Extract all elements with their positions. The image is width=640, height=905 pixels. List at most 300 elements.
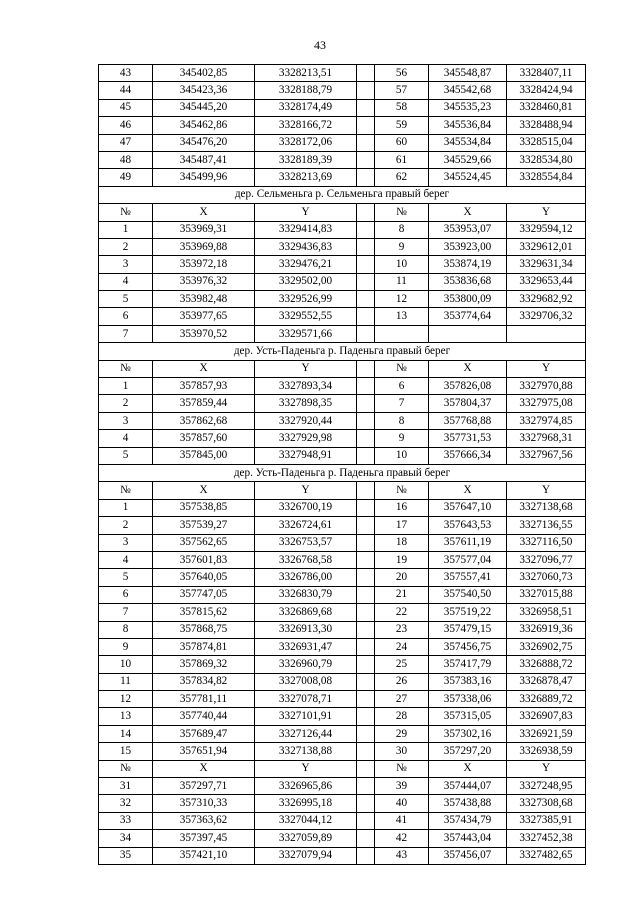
point-number: 43 bbox=[375, 847, 429, 864]
point-number: 25 bbox=[375, 656, 429, 673]
column-gap bbox=[357, 499, 375, 516]
y-coordinate: 3326753,57 bbox=[255, 534, 357, 551]
table-row bbox=[99, 273, 586, 290]
y-coordinate: 3327008,08 bbox=[255, 673, 357, 690]
x-coordinate: 357577,04 bbox=[429, 551, 507, 568]
column-header-row bbox=[99, 204, 586, 221]
column-gap bbox=[357, 656, 375, 673]
x-coordinate: 357557,41 bbox=[429, 569, 507, 586]
table-row bbox=[99, 673, 586, 690]
x-coordinate: 357747,05 bbox=[153, 586, 255, 603]
x-coordinate: 357640,05 bbox=[153, 569, 255, 586]
x-coordinate: 357869,32 bbox=[153, 656, 255, 673]
point-number: 58 bbox=[375, 99, 429, 116]
column-gap bbox=[357, 778, 375, 795]
point-number: 20 bbox=[375, 569, 429, 586]
coordinates-table-body bbox=[99, 65, 586, 865]
header-x-left: X bbox=[153, 204, 255, 221]
x-coordinate: 357444,07 bbox=[429, 778, 507, 795]
point-number: 11 bbox=[99, 673, 153, 690]
y-coordinate: 3329414,83 bbox=[255, 221, 357, 238]
section-title: дер. Усть-Паденьга р. Паденьга правый берег bbox=[99, 464, 586, 481]
y-coordinate: 3327898,35 bbox=[255, 395, 357, 412]
point-number bbox=[375, 325, 429, 342]
header-y-left: Y bbox=[255, 204, 357, 221]
table-row bbox=[99, 291, 586, 308]
y-coordinate: 3327385,91 bbox=[507, 812, 586, 829]
y-coordinate: 3326786,00 bbox=[255, 569, 357, 586]
point-number: 57 bbox=[375, 82, 429, 99]
point-number: 6 bbox=[375, 378, 429, 395]
x-coordinate: 345462,86 bbox=[153, 117, 255, 134]
column-gap bbox=[357, 430, 375, 447]
header-number-left: № bbox=[99, 360, 153, 377]
x-coordinate bbox=[429, 325, 507, 342]
x-coordinate: 357874,81 bbox=[153, 638, 255, 655]
column-gap bbox=[357, 151, 375, 168]
x-coordinate: 357479,15 bbox=[429, 621, 507, 638]
y-coordinate: 3329571,66 bbox=[255, 325, 357, 342]
column-header-row bbox=[99, 760, 586, 777]
x-coordinate: 345524,45 bbox=[429, 169, 507, 186]
table-row bbox=[99, 795, 586, 812]
y-coordinate: 3327893,34 bbox=[255, 378, 357, 395]
column-gap bbox=[357, 308, 375, 325]
point-number: 1 bbox=[99, 499, 153, 516]
column-gap bbox=[357, 586, 375, 603]
x-coordinate: 345499,96 bbox=[153, 169, 255, 186]
point-number: 2 bbox=[99, 395, 153, 412]
x-coordinate: 353923,00 bbox=[429, 238, 507, 255]
y-coordinate: 3329682,92 bbox=[507, 291, 586, 308]
header-x-left: X bbox=[153, 482, 255, 499]
point-number: 29 bbox=[375, 725, 429, 742]
table-row bbox=[99, 412, 586, 429]
point-number: 3 bbox=[99, 534, 153, 551]
table-row bbox=[99, 517, 586, 534]
column-gap bbox=[357, 169, 375, 186]
point-number: 42 bbox=[375, 830, 429, 847]
x-coordinate: 357731,53 bbox=[429, 430, 507, 447]
y-coordinate: 3327975,08 bbox=[507, 395, 586, 412]
x-coordinate: 357421,10 bbox=[153, 847, 255, 864]
y-coordinate: 3326995,18 bbox=[255, 795, 357, 812]
x-coordinate: 357297,71 bbox=[153, 778, 255, 795]
column-gap bbox=[357, 238, 375, 255]
column-gap bbox=[357, 273, 375, 290]
table-row bbox=[99, 308, 586, 325]
y-coordinate: 3327968,31 bbox=[507, 430, 586, 447]
y-coordinate: 3328213,69 bbox=[255, 169, 357, 186]
x-coordinate: 357781,11 bbox=[153, 691, 255, 708]
x-coordinate: 357601,83 bbox=[153, 551, 255, 568]
table-row bbox=[99, 586, 586, 603]
x-coordinate: 357845,00 bbox=[153, 447, 255, 464]
y-coordinate: 3329476,21 bbox=[255, 256, 357, 273]
x-coordinate: 357540,50 bbox=[429, 586, 507, 603]
column-gap bbox=[357, 708, 375, 725]
table-row bbox=[99, 656, 586, 673]
header-x-left: X bbox=[153, 760, 255, 777]
table-row bbox=[99, 725, 586, 742]
y-coordinate: 3327015,88 bbox=[507, 586, 586, 603]
column-gap bbox=[357, 569, 375, 586]
point-number: 46 bbox=[99, 117, 153, 134]
y-coordinate: 3327138,68 bbox=[507, 499, 586, 516]
x-coordinate: 357417,79 bbox=[429, 656, 507, 673]
column-gap bbox=[357, 82, 375, 99]
x-coordinate: 357740,44 bbox=[153, 708, 255, 725]
x-coordinate: 345529,66 bbox=[429, 151, 507, 168]
column-gap bbox=[357, 412, 375, 429]
x-coordinate: 357868,75 bbox=[153, 621, 255, 638]
point-number: 32 bbox=[99, 795, 153, 812]
x-coordinate: 357383,16 bbox=[429, 673, 507, 690]
y-coordinate: 3328188,79 bbox=[255, 82, 357, 99]
column-gap bbox=[357, 847, 375, 864]
point-number: 43 bbox=[99, 65, 153, 82]
y-coordinate: 3329502,00 bbox=[255, 273, 357, 290]
x-coordinate: 353836,68 bbox=[429, 273, 507, 290]
y-coordinate: 3326700,19 bbox=[255, 499, 357, 516]
point-number: 49 bbox=[99, 169, 153, 186]
table-row bbox=[99, 99, 586, 116]
y-coordinate: 3328166,72 bbox=[255, 117, 357, 134]
x-coordinate: 345548,87 bbox=[429, 65, 507, 82]
column-header-row bbox=[99, 482, 586, 499]
y-coordinate: 3326878,47 bbox=[507, 673, 586, 690]
x-coordinate: 353800,09 bbox=[429, 291, 507, 308]
x-coordinate: 357438,88 bbox=[429, 795, 507, 812]
point-number: 41 bbox=[375, 812, 429, 829]
x-coordinate: 357826,08 bbox=[429, 378, 507, 395]
point-number: 27 bbox=[375, 691, 429, 708]
x-coordinate: 357689,47 bbox=[153, 725, 255, 742]
header-x-right: X bbox=[429, 360, 507, 377]
column-gap bbox=[357, 99, 375, 116]
y-coordinate: 3327248,95 bbox=[507, 778, 586, 795]
column-gap bbox=[357, 534, 375, 551]
x-coordinate: 345423,36 bbox=[153, 82, 255, 99]
y-coordinate: 3326965,86 bbox=[255, 778, 357, 795]
x-coordinate: 357666,34 bbox=[429, 447, 507, 464]
y-coordinate: 3328172,06 bbox=[255, 134, 357, 151]
header-number-right: № bbox=[375, 204, 429, 221]
point-number: 62 bbox=[375, 169, 429, 186]
x-coordinate: 357859,44 bbox=[153, 395, 255, 412]
point-number: 5 bbox=[99, 291, 153, 308]
table-row bbox=[99, 743, 586, 760]
y-coordinate: 3327482,65 bbox=[507, 847, 586, 864]
y-coordinate: 3329706,32 bbox=[507, 308, 586, 325]
point-number: 48 bbox=[99, 151, 153, 168]
table-row bbox=[99, 151, 586, 168]
y-coordinate: 3329631,34 bbox=[507, 256, 586, 273]
header-y-right: Y bbox=[507, 482, 586, 499]
column-gap bbox=[357, 830, 375, 847]
x-coordinate: 345402,85 bbox=[153, 65, 255, 82]
header-number-right: № bbox=[375, 760, 429, 777]
column-gap bbox=[357, 117, 375, 134]
point-number: 1 bbox=[99, 221, 153, 238]
x-coordinate: 357862,68 bbox=[153, 412, 255, 429]
x-coordinate: 353969,88 bbox=[153, 238, 255, 255]
point-number: 30 bbox=[375, 743, 429, 760]
point-number: 8 bbox=[375, 412, 429, 429]
y-coordinate: 3326921,59 bbox=[507, 725, 586, 742]
table-row bbox=[99, 708, 586, 725]
table-row bbox=[99, 847, 586, 864]
x-coordinate: 357434,79 bbox=[429, 812, 507, 829]
y-coordinate: 3328407,11 bbox=[507, 65, 586, 82]
y-coordinate: 3328213,51 bbox=[255, 65, 357, 82]
x-coordinate: 353874,19 bbox=[429, 256, 507, 273]
y-coordinate: 3327096,77 bbox=[507, 551, 586, 568]
y-coordinate: 3329526,99 bbox=[255, 291, 357, 308]
y-coordinate: 3327138,88 bbox=[255, 743, 357, 760]
x-coordinate: 357315,05 bbox=[429, 708, 507, 725]
point-number: 11 bbox=[375, 273, 429, 290]
point-number: 9 bbox=[99, 638, 153, 655]
column-gap bbox=[357, 134, 375, 151]
y-coordinate: 3327967,56 bbox=[507, 447, 586, 464]
x-coordinate: 357310,33 bbox=[153, 795, 255, 812]
point-number: 4 bbox=[99, 551, 153, 568]
x-coordinate: 353774,64 bbox=[429, 308, 507, 325]
y-coordinate: 3327452,38 bbox=[507, 830, 586, 847]
y-coordinate: 3327078,71 bbox=[255, 691, 357, 708]
point-number: 9 bbox=[375, 430, 429, 447]
point-number: 13 bbox=[375, 308, 429, 325]
y-coordinate: 3326938,59 bbox=[507, 743, 586, 760]
page-number: 43 bbox=[314, 38, 326, 52]
y-coordinate: 3328189,39 bbox=[255, 151, 357, 168]
x-coordinate: 353977,65 bbox=[153, 308, 255, 325]
x-coordinate: 353970,52 bbox=[153, 325, 255, 342]
y-coordinate: 3329653,44 bbox=[507, 273, 586, 290]
x-coordinate: 345536,84 bbox=[429, 117, 507, 134]
point-number: 45 bbox=[99, 99, 153, 116]
point-number: 6 bbox=[99, 586, 153, 603]
y-coordinate: 3326919,36 bbox=[507, 621, 586, 638]
column-gap bbox=[357, 621, 375, 638]
column-gap bbox=[357, 256, 375, 273]
y-coordinate: 3328424,94 bbox=[507, 82, 586, 99]
x-coordinate: 357519,22 bbox=[429, 604, 507, 621]
point-number: 26 bbox=[375, 673, 429, 690]
x-coordinate: 353982,48 bbox=[153, 291, 255, 308]
y-coordinate: 3326902,75 bbox=[507, 638, 586, 655]
table-row bbox=[99, 569, 586, 586]
header-number-left: № bbox=[99, 760, 153, 777]
table-row bbox=[99, 430, 586, 447]
header-x-right: X bbox=[429, 482, 507, 499]
x-coordinate: 357456,75 bbox=[429, 638, 507, 655]
x-coordinate: 345534,84 bbox=[429, 134, 507, 151]
point-number: 47 bbox=[99, 134, 153, 151]
point-number: 14 bbox=[99, 725, 153, 742]
y-coordinate: 3327308,68 bbox=[507, 795, 586, 812]
point-number: 19 bbox=[375, 551, 429, 568]
point-number: 56 bbox=[375, 65, 429, 82]
point-number: 4 bbox=[99, 273, 153, 290]
point-number: 8 bbox=[99, 621, 153, 638]
point-number: 7 bbox=[99, 325, 153, 342]
table-row bbox=[99, 82, 586, 99]
y-coordinate: 3327929,98 bbox=[255, 430, 357, 447]
column-gap bbox=[357, 760, 375, 777]
y-coordinate: 3326768,58 bbox=[255, 551, 357, 568]
y-coordinate: 3328534,80 bbox=[507, 151, 586, 168]
table-row bbox=[99, 378, 586, 395]
y-coordinate: 3326888,72 bbox=[507, 656, 586, 673]
y-coordinate: 3327116,50 bbox=[507, 534, 586, 551]
y-coordinate: 3327059,89 bbox=[255, 830, 357, 847]
x-coordinate: 357539,27 bbox=[153, 517, 255, 534]
x-coordinate: 357834,82 bbox=[153, 673, 255, 690]
table-row bbox=[99, 621, 586, 638]
x-coordinate: 357647,10 bbox=[429, 499, 507, 516]
point-number: 6 bbox=[99, 308, 153, 325]
column-gap bbox=[357, 795, 375, 812]
point-number: 16 bbox=[375, 499, 429, 516]
table-row bbox=[99, 395, 586, 412]
column-gap bbox=[357, 65, 375, 82]
point-number: 21 bbox=[375, 586, 429, 603]
point-number: 39 bbox=[375, 778, 429, 795]
table-row bbox=[99, 499, 586, 516]
point-number: 13 bbox=[99, 708, 153, 725]
section-title-row bbox=[99, 343, 586, 360]
y-coordinate: 3327126,44 bbox=[255, 725, 357, 742]
point-number: 40 bbox=[375, 795, 429, 812]
table-row bbox=[99, 638, 586, 655]
point-number: 5 bbox=[99, 569, 153, 586]
x-coordinate: 345476,20 bbox=[153, 134, 255, 151]
header-number-left: № bbox=[99, 482, 153, 499]
table-row bbox=[99, 117, 586, 134]
column-gap bbox=[357, 604, 375, 621]
y-coordinate: 3327101,91 bbox=[255, 708, 357, 725]
y-coordinate: 3326889,72 bbox=[507, 691, 586, 708]
point-number: 61 bbox=[375, 151, 429, 168]
point-number: 31 bbox=[99, 778, 153, 795]
y-coordinate: 3327079,94 bbox=[255, 847, 357, 864]
point-number: 44 bbox=[99, 82, 153, 99]
x-coordinate: 357338,06 bbox=[429, 691, 507, 708]
table-row bbox=[99, 447, 586, 464]
y-coordinate: 3326907,83 bbox=[507, 708, 586, 725]
point-number: 28 bbox=[375, 708, 429, 725]
header-x-left: X bbox=[153, 360, 255, 377]
y-coordinate: 3326960,79 bbox=[255, 656, 357, 673]
y-coordinate: 3326913,30 bbox=[255, 621, 357, 638]
point-number: 60 bbox=[375, 134, 429, 151]
y-coordinate: 3328554,84 bbox=[507, 169, 586, 186]
x-coordinate: 357363,62 bbox=[153, 812, 255, 829]
x-coordinate: 357297,20 bbox=[429, 743, 507, 760]
point-number: 35 bbox=[99, 847, 153, 864]
table-row bbox=[99, 778, 586, 795]
section-title: дер. Усть-Паденьга р. Паденьга правый берег bbox=[99, 343, 586, 360]
table-row bbox=[99, 604, 586, 621]
y-coordinate: 3326931,47 bbox=[255, 638, 357, 655]
y-coordinate: 3329612,01 bbox=[507, 238, 586, 255]
column-header-row bbox=[99, 360, 586, 377]
table-row bbox=[99, 221, 586, 238]
header-x-right: X bbox=[429, 760, 507, 777]
point-number: 4 bbox=[99, 430, 153, 447]
header-y-left: Y bbox=[255, 760, 357, 777]
x-coordinate: 357443,04 bbox=[429, 830, 507, 847]
x-coordinate: 353969,31 bbox=[153, 221, 255, 238]
x-coordinate: 345542,68 bbox=[429, 82, 507, 99]
section-title: дер. Сельменьга р. Сельменьга правый берег bbox=[99, 186, 586, 203]
x-coordinate: 357857,93 bbox=[153, 378, 255, 395]
point-number: 24 bbox=[375, 638, 429, 655]
y-coordinate: 3328515,04 bbox=[507, 134, 586, 151]
table-row bbox=[99, 238, 586, 255]
header-y-right: Y bbox=[507, 204, 586, 221]
point-number: 2 bbox=[99, 517, 153, 534]
y-coordinate: 3328460,81 bbox=[507, 99, 586, 116]
y-coordinate: 3327060,73 bbox=[507, 569, 586, 586]
table-row bbox=[99, 256, 586, 273]
point-number: 23 bbox=[375, 621, 429, 638]
x-coordinate: 357611,19 bbox=[429, 534, 507, 551]
table-row bbox=[99, 691, 586, 708]
x-coordinate: 357815,62 bbox=[153, 604, 255, 621]
y-coordinate: 3326830,79 bbox=[255, 586, 357, 603]
y-coordinate: 3327948,91 bbox=[255, 447, 357, 464]
point-number: 22 bbox=[375, 604, 429, 621]
point-number: 12 bbox=[375, 291, 429, 308]
column-gap bbox=[357, 447, 375, 464]
point-number: 5 bbox=[99, 447, 153, 464]
point-number: 3 bbox=[99, 412, 153, 429]
point-number: 10 bbox=[375, 256, 429, 273]
point-number: 18 bbox=[375, 534, 429, 551]
header-number-right: № bbox=[375, 482, 429, 499]
x-coordinate: 357768,88 bbox=[429, 412, 507, 429]
x-coordinate: 345445,20 bbox=[153, 99, 255, 116]
table-row bbox=[99, 534, 586, 551]
table-row bbox=[99, 169, 586, 186]
x-coordinate: 357456,07 bbox=[429, 847, 507, 864]
table-row bbox=[99, 325, 586, 342]
column-gap bbox=[357, 812, 375, 829]
y-coordinate: 3327974,85 bbox=[507, 412, 586, 429]
x-coordinate: 353953,07 bbox=[429, 221, 507, 238]
y-coordinate bbox=[507, 325, 586, 342]
x-coordinate: 357562,65 bbox=[153, 534, 255, 551]
point-number: 10 bbox=[99, 656, 153, 673]
section-title-row bbox=[99, 464, 586, 481]
column-gap bbox=[357, 482, 375, 499]
x-coordinate: 345535,23 bbox=[429, 99, 507, 116]
point-number: 34 bbox=[99, 830, 153, 847]
y-coordinate: 3327136,55 bbox=[507, 517, 586, 534]
x-coordinate: 353976,32 bbox=[153, 273, 255, 290]
point-number: 12 bbox=[99, 691, 153, 708]
table-row bbox=[99, 830, 586, 847]
column-gap bbox=[357, 517, 375, 534]
header-number-left: № bbox=[99, 204, 153, 221]
y-coordinate: 3327044,12 bbox=[255, 812, 357, 829]
column-gap bbox=[357, 291, 375, 308]
y-coordinate: 3326958,51 bbox=[507, 604, 586, 621]
header-x-right: X bbox=[429, 204, 507, 221]
